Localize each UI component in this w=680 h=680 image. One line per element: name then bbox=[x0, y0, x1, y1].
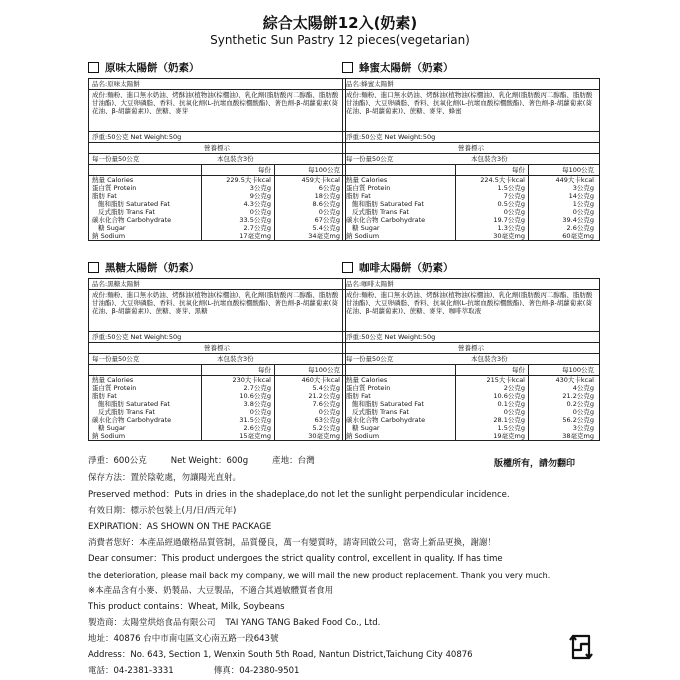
nutrient-per-100g: 449大卡kcal bbox=[528, 176, 597, 184]
servings-per-pack: 本包裝含3份 bbox=[471, 355, 508, 363]
nutrient-per-100g: 430大卡kcal bbox=[528, 376, 597, 384]
consumer-notice-en-1: Dear consumer：This product undergoes the strict quality control, excellent in quality. If has time bbox=[88, 554, 503, 564]
per-100g-header: 每100公克 bbox=[528, 365, 597, 375]
nutrient-label: 蛋白質 Protein bbox=[92, 384, 137, 392]
nutrient-label: 糖 Sugar bbox=[352, 224, 380, 232]
nutrient-per-100g: 18公克g bbox=[274, 192, 343, 200]
panel-heading bbox=[342, 58, 600, 76]
servings-per-pack: 本包裝含3份 bbox=[471, 155, 508, 163]
nutrient-label: 脂肪 Fat bbox=[92, 392, 117, 400]
nutrient-per-100g: 460大卡kcal bbox=[274, 376, 343, 384]
serving-size: 每一份量50公克 bbox=[346, 155, 394, 163]
nutrition-row bbox=[343, 224, 599, 232]
product-panel bbox=[88, 258, 346, 441]
net-weight-en: Net Weight：600g bbox=[170, 456, 249, 466]
nutrient-label: 脂肪 Fat bbox=[92, 192, 117, 200]
nutrition-row bbox=[343, 416, 599, 424]
nutrient-label: 蛋白質 Protein bbox=[346, 384, 391, 392]
manufacturer: 製造商：太陽堂烘焙食品有限公司 bbox=[88, 618, 216, 628]
nutrient-per-100g: 1公克g bbox=[528, 200, 597, 208]
nutrient-per-serving: 19.7公克g bbox=[455, 216, 528, 224]
copyright-notice: 版權所有，請勿翻印 bbox=[494, 459, 576, 469]
nutrition-header bbox=[89, 365, 345, 376]
nutrient-per-serving: 2.6公克g bbox=[201, 424, 274, 432]
nutrient-per-serving: 1.5公克g bbox=[455, 184, 528, 192]
net-weight-small: 淨重:50公克 Net Weight:50g bbox=[89, 332, 345, 343]
nutrition-row bbox=[343, 376, 599, 384]
per-serving-header: 每份 bbox=[455, 165, 528, 175]
nutrition-row bbox=[343, 232, 599, 240]
per-serving-header: 每份 bbox=[201, 165, 274, 175]
product-heading: 蜂蜜太陽餅（奶素） bbox=[359, 61, 454, 74]
nutrient-label: 飽和脂肪 Saturated Fat bbox=[98, 400, 170, 408]
nutrient-per-100g: 3公克g bbox=[528, 184, 597, 192]
nutrition-row bbox=[343, 216, 599, 224]
consumer-notice-en-2: the deterioration, please mail back my company, we will mail the new product replacement. Thank you very much. bbox=[88, 571, 551, 580]
product-panel bbox=[88, 58, 346, 241]
nutrient-label: 熱量 Calories bbox=[346, 176, 388, 184]
ingredients: 成份:麵粉、進口無水奶油、烤酥油(植物油(棕櫚油)、乳化劑(脂肪酸丙二醇酯、脂肪酸甘油酯)、大豆卵磷脂、香料、抗氧化劑(L-抗壞血酸棕櫚酸酯)、著色劑-β-胡蘿蔔素(葵花油、β-胡蘿蔔素))、蔗糖、麥芽 bbox=[89, 90, 345, 132]
nutrient-per-serving: 7公克g bbox=[455, 192, 528, 200]
nutrient-per-serving: 3公克g bbox=[201, 184, 274, 192]
nutrient-per-serving: 1.5公克g bbox=[455, 424, 528, 432]
label-box bbox=[88, 278, 346, 441]
nutrient-label: 碳水化合物 Carbohydrate bbox=[92, 216, 172, 224]
nutrient-per-100g: 0公克g bbox=[528, 408, 597, 416]
nutrient-per-100g: 63公克g bbox=[274, 416, 343, 424]
checkbox-icon bbox=[342, 262, 353, 273]
nutrition-row bbox=[89, 192, 345, 200]
nutrient-per-100g: 6公克g bbox=[274, 184, 343, 192]
product-name: 品名:咖啡太陽餅 bbox=[343, 279, 599, 290]
nutrient-label: 碳水化合物 Carbohydrate bbox=[346, 416, 426, 424]
page-title: 綜合太陽餅12入(奶素) bbox=[262, 14, 418, 32]
contact-line bbox=[88, 666, 608, 677]
nutrient-per-serving: 33.5公克g bbox=[201, 216, 274, 224]
nutrient-label: 反式脂肪 Trans Fat bbox=[352, 208, 409, 216]
nutrient-per-serving: 2公克g bbox=[455, 384, 528, 392]
nutrient-per-serving: 1.3公克g bbox=[455, 224, 528, 232]
nutrient-per-serving: 3.8公克g bbox=[201, 400, 274, 408]
nutrient-per-100g: 3公克g bbox=[528, 424, 597, 432]
nutrient-label: 鈉 Sodium bbox=[92, 432, 126, 440]
per-100g-header: 每100公克 bbox=[274, 165, 343, 175]
nutrient-per-100g: 5.4公克g bbox=[274, 384, 343, 392]
nutrition-header bbox=[343, 365, 599, 376]
nutrient-label: 飽和脂肪 Saturated Fat bbox=[352, 200, 424, 208]
per-serving-header: 每份 bbox=[201, 365, 274, 375]
consumer-notice: 消費者您好：本產品經過嚴格品質管制，品質優良，萬一有變質時，請寄回啟公司，當寄上新品更換，謝謝！ bbox=[88, 538, 497, 548]
nutrition-row bbox=[343, 408, 599, 416]
nutrient-per-serving: 17毫克mg bbox=[201, 232, 274, 240]
nutrient-label: 脂肪 Fat bbox=[346, 192, 371, 200]
serving-size: 每一份量50公克 bbox=[346, 355, 394, 363]
product-name: 品名:蜂蜜太陽餅 bbox=[343, 79, 599, 90]
nutrition-facts-title: 營養標示 bbox=[343, 343, 599, 354]
nutrient-per-100g: 56.2公克g bbox=[528, 416, 597, 424]
serving-size: 每一份量50公克 bbox=[92, 155, 140, 163]
product-panel bbox=[342, 258, 600, 441]
serving-row bbox=[89, 154, 345, 165]
nutrition-row bbox=[89, 224, 345, 232]
nutrition-row bbox=[343, 200, 599, 208]
nutrient-per-serving: 0公克g bbox=[201, 208, 274, 216]
origin: 產地：台灣 bbox=[272, 456, 315, 466]
nutrient-label: 蛋白質 Protein bbox=[92, 184, 137, 192]
nutrient-label: 碳水化合物 Carbohydrate bbox=[92, 416, 172, 424]
nutrition-row bbox=[343, 184, 599, 192]
nutrient-per-100g: 38毫克mg bbox=[528, 432, 597, 440]
checkbox-icon bbox=[342, 62, 353, 73]
nutrient-per-serving: 0公克g bbox=[455, 208, 528, 216]
nutrient-label: 飽和脂肪 Saturated Fat bbox=[98, 200, 170, 208]
nutrient-per-100g: 67公克g bbox=[274, 216, 343, 224]
fax: 傳真：04-2380-9501 bbox=[213, 666, 300, 676]
nutrient-per-100g: 39.4公克g bbox=[528, 216, 597, 224]
nutrient-per-100g: 21.2公克g bbox=[274, 392, 343, 400]
nutrient-per-serving: 224.5大卡kcal bbox=[455, 176, 528, 184]
nutrition-row bbox=[343, 392, 599, 400]
product-heading: 咖啡太陽餅（奶素） bbox=[359, 261, 454, 274]
nutrient-per-100g: 14公克g bbox=[528, 192, 597, 200]
nutrient-per-serving: 0公克g bbox=[201, 408, 274, 416]
nutrition-row bbox=[343, 176, 599, 184]
nutrition-row bbox=[343, 424, 599, 432]
nutrient-per-serving: 230大卡kcal bbox=[201, 376, 274, 384]
product-panel bbox=[342, 58, 600, 241]
product-heading: 原味太陽餅（奶素） bbox=[105, 61, 200, 74]
nutrient-label: 脂肪 Fat bbox=[346, 392, 371, 400]
nutrient-per-100g: 0公克g bbox=[528, 208, 597, 216]
nutrient-per-100g: 8.6公克g bbox=[274, 200, 343, 208]
nutrient-per-100g: 0公克g bbox=[274, 408, 343, 416]
nutrient-per-serving: 19毫克mg bbox=[455, 432, 528, 440]
nutrient-per-serving: 0.1公克g bbox=[455, 400, 528, 408]
nutrient-label: 反式脂肪 Trans Fat bbox=[98, 208, 155, 216]
nutrition-header bbox=[343, 165, 599, 176]
nutrient-per-100g: 30毫克mg bbox=[274, 432, 343, 440]
nutrition-row bbox=[89, 384, 345, 392]
expiry-date-en: EXPIRATION：AS SHOWN ON THE PACKAGE bbox=[88, 522, 272, 532]
ingredients: 成份:麵粉、進口無水奶油、烤酥油(植物油(棕櫚油)、乳化劑(脂肪酸丙二醇酯、脂肪酸甘油酯)、大豆卵磷脂、香料、抗氧化劑(L-抗壞血酸棕櫚酸酯)、著色劑-β-胡蘿蔔素(葵花油、β-胡蘿蔔素))、蔗糖、麥芽、黑糖 bbox=[89, 290, 345, 332]
recycle-icon bbox=[567, 632, 595, 662]
nutrient-per-100g: 5.2公克g bbox=[274, 424, 343, 432]
allergen-warning-en: This product contains：Wheat, Milk, Soybeans bbox=[88, 602, 285, 612]
servings-per-pack: 本包裝含3份 bbox=[217, 355, 254, 363]
allergen-warning: ※本產品含有小麥、奶製品、大豆製品，不適合其過敏體質者食用 bbox=[88, 586, 334, 596]
label-box bbox=[88, 78, 346, 241]
manufacturer-en: TAI YANG TANG Baked Food Co., Ltd. bbox=[225, 618, 381, 628]
expiry-date: 有效日期：標示於包裝上(月/日/西元年) bbox=[88, 506, 237, 516]
product-name: 品名:黑糖太陽餅 bbox=[89, 279, 345, 290]
nutrition-header bbox=[89, 165, 345, 176]
net-weight-small: 淨重:50公克 Net Weight:50g bbox=[89, 132, 345, 143]
product-heading: 黑糖太陽餅（奶素） bbox=[105, 261, 200, 274]
nutrient-per-100g: 34毫克mg bbox=[274, 232, 343, 240]
net-weight-small: 淨重:50公克 Net Weight:50g bbox=[343, 332, 599, 343]
manufacturer-line bbox=[88, 618, 608, 629]
nutrition-row bbox=[89, 408, 345, 416]
nutrition-row bbox=[343, 208, 599, 216]
checkbox-icon bbox=[88, 62, 99, 73]
nutrient-per-serving: 31.5公克g bbox=[201, 416, 274, 424]
page-subtitle: Synthetic Sun Pastry 12 pieces(vegetarian) bbox=[210, 33, 470, 47]
per-100g-header: 每100公克 bbox=[274, 365, 343, 375]
nutrient-per-serving: 215大卡kcal bbox=[455, 376, 528, 384]
net-weight: 淨重：600公克 bbox=[88, 456, 147, 466]
serving-row bbox=[343, 354, 599, 365]
nutrient-per-100g: 60毫克mg bbox=[528, 232, 597, 240]
net-weight-small: 淨重:50公克 Net Weight:50g bbox=[343, 132, 599, 143]
nutrition-row bbox=[89, 216, 345, 224]
nutrition-row bbox=[89, 392, 345, 400]
servings-per-pack: 本包裝含3份 bbox=[217, 155, 254, 163]
nutrient-label: 熱量 Calories bbox=[346, 376, 388, 384]
nutrient-label: 糖 Sugar bbox=[98, 424, 126, 432]
nutrition-row bbox=[89, 416, 345, 424]
nutrient-per-serving: 4.3公克g bbox=[201, 200, 274, 208]
nutrient-label: 反式脂肪 Trans Fat bbox=[352, 408, 409, 416]
nutrient-label: 飽和脂肪 Saturated Fat bbox=[352, 400, 424, 408]
ingredients: 成份:麵粉、進口無水奶油、烤酥油(植物油(棕櫚油)、乳化劑(脂肪酸丙二醇酯、脂肪酸甘油酯)、大豆卵磷脂、香料、抗氧化劑(L-抗壞血酸棕櫚酸酯)、著色劑-β-胡蘿蔔素(葵花油、β-胡蘿蔔素))、蔗糖、麥芽、咖啡萃取液 bbox=[343, 290, 599, 332]
serving-size: 每一份量50公克 bbox=[92, 355, 140, 363]
nutrient-per-100g: 7.6公克g bbox=[274, 400, 343, 408]
nutrient-label: 熱量 Calories bbox=[92, 176, 134, 184]
nutrient-per-serving: 30毫克mg bbox=[455, 232, 528, 240]
panel-heading bbox=[88, 58, 346, 76]
product-name: 品名:原味太陽餅 bbox=[89, 79, 345, 90]
panel-heading bbox=[342, 258, 600, 276]
nutrient-per-serving: 10.6公克g bbox=[201, 392, 274, 400]
nutrient-per-100g: 0公克g bbox=[274, 208, 343, 216]
nutrient-label: 碳水化合物 Carbohydrate bbox=[346, 216, 426, 224]
nutrition-row bbox=[343, 432, 599, 440]
nutrition-row bbox=[89, 400, 345, 408]
label-box bbox=[342, 78, 600, 241]
nutrition-row bbox=[343, 400, 599, 408]
address-en: Address：No. 643, Section 1, Wenxin South 5th Road, Nantun District,Taichung City 40876 bbox=[88, 650, 473, 660]
nutrient-label: 鈉 Sodium bbox=[346, 232, 380, 240]
nutrient-per-serving: 15毫克mg bbox=[201, 432, 274, 440]
serving-row bbox=[343, 154, 599, 165]
nutrient-label: 蛋白質 Protein bbox=[346, 184, 391, 192]
panel-heading bbox=[88, 258, 346, 276]
serving-row bbox=[89, 354, 345, 365]
nutrient-label: 鈉 Sodium bbox=[346, 432, 380, 440]
nutrient-per-100g: 2.6公克g bbox=[528, 224, 597, 232]
storage-method: 保存方法：置於陰乾處，勿讓陽光直射。 bbox=[88, 473, 242, 483]
nutrient-per-100g: 4公克g bbox=[528, 384, 597, 392]
nutrition-row bbox=[89, 176, 345, 184]
nutrient-per-100g: 5.4公克g bbox=[274, 224, 343, 232]
storage-method-en: Preserved method：Puts in dries in the shadeplace,do not let the sunlight perpendicular incidence. bbox=[88, 490, 510, 500]
nutrient-per-serving: 28.1公克g bbox=[455, 416, 528, 424]
nutrient-per-serving: 9公克g bbox=[201, 192, 274, 200]
nutrient-label: 糖 Sugar bbox=[98, 224, 126, 232]
phone: 電話：04-2381-3331 bbox=[88, 666, 174, 676]
nutrition-facts-title: 營養標示 bbox=[89, 143, 345, 154]
nutrition-row bbox=[89, 184, 345, 192]
ingredients: 成份:麵粉、進口無水奶油、烤酥油(植物油(棕櫚油)、乳化劑(脂肪酸丙二醇酯、脂肪酸甘油酯)、大豆卵磷脂、香料、抗氧化劑(L-抗壞血酸棕櫚酸酯)、著色劑-β-胡蘿蔔素(葵花油、β-胡蘿蔔素))、蔗糖、麥芽、蜂蜜 bbox=[343, 90, 599, 132]
nutrient-per-100g: 21.2公克g bbox=[528, 392, 597, 400]
nutrition-row bbox=[89, 200, 345, 208]
checkbox-icon bbox=[88, 262, 99, 273]
nutrition-row bbox=[89, 232, 345, 240]
nutrient-per-serving: 0公克g bbox=[455, 408, 528, 416]
nutrient-per-serving: 10.6公克g bbox=[455, 392, 528, 400]
nutrition-row bbox=[343, 384, 599, 392]
nutrition-row bbox=[89, 376, 345, 384]
nutrient-label: 熱量 Calories bbox=[92, 376, 134, 384]
nutrient-label: 糖 Sugar bbox=[352, 424, 380, 432]
label-box bbox=[342, 278, 600, 441]
nutrient-per-100g: 459大卡kcal bbox=[274, 176, 343, 184]
per-100g-header: 每100公克 bbox=[528, 165, 597, 175]
nutrient-label: 鈉 Sodium bbox=[92, 232, 126, 240]
nutrient-per-serving: 2.7公克g bbox=[201, 384, 274, 392]
nutrition-row bbox=[89, 208, 345, 216]
nutrition-facts-title: 營養標示 bbox=[343, 143, 599, 154]
nutrient-per-100g: 0.2公克g bbox=[528, 400, 597, 408]
nutrition-row bbox=[89, 432, 345, 440]
nutrient-label: 反式脂肪 Trans Fat bbox=[98, 408, 155, 416]
nutrient-per-serving: 0.5公克g bbox=[455, 200, 528, 208]
nutrition-row bbox=[343, 192, 599, 200]
nutrition-facts-title: 營養標示 bbox=[89, 343, 345, 354]
nutrient-per-serving: 229.5大卡kcal bbox=[201, 176, 274, 184]
nutrition-row bbox=[89, 424, 345, 432]
address: 地址：40876 台中市南屯區文心南五路一段643號 bbox=[88, 634, 279, 644]
nutrient-per-serving: 2.7公克g bbox=[201, 224, 274, 232]
per-serving-header: 每份 bbox=[455, 365, 528, 375]
